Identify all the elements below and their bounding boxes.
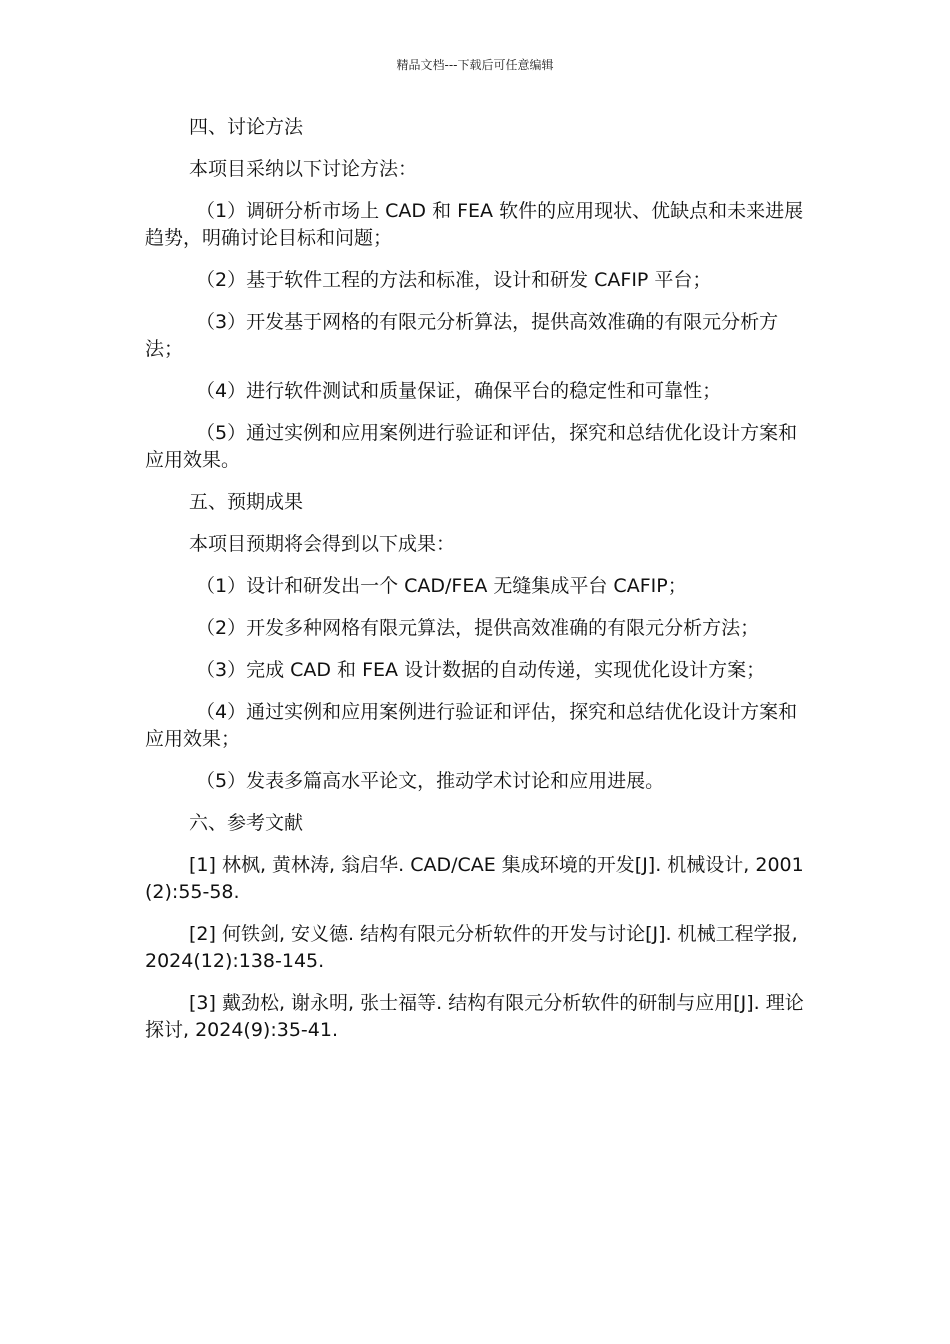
section-heading-methods: 四、讨论方法 xyxy=(189,116,304,138)
method-item-4: （4）进行软件测试和质量保证，确保平台的稳定性和可靠性； xyxy=(196,380,722,402)
outcome-item-1: （1）设计和研发出一个 CAD/FEA 无缝集成平台 CAFIP； xyxy=(196,575,687,597)
section-heading-references: 六、参考文献 xyxy=(189,812,304,834)
method-item-2: （2）基于软件工程的方法和标准，设计和研发 CAFIP 平台； xyxy=(196,269,712,291)
reference-item-2: [2] 何铁剑, 安义德. 结构有限元分析软件的开发与讨论[J]. 机械工程学报, 2024(12):138-145. xyxy=(145,923,798,972)
document-body xyxy=(145,114,810,1059)
outcome-item-5: （5）发表多篇高水平论文，推动学术讨论和应用进展。 xyxy=(196,770,665,792)
outcome-item-3: （3）完成 CAD 和 FEA 设计数据的自动传递，实现优化设计方案； xyxy=(196,659,766,681)
outcome-item-4: （4）通过实例和应用案例进行验证和评估，探究和总结优化设计方案和应用效果； xyxy=(145,701,798,750)
method-item-3: （3）开发基于网格的有限元分析算法，提供高效准确的有限元分析方法； xyxy=(145,311,779,360)
outcome-item-2: （2）开发多种网格有限元算法，提供高效准确的有限元分析方法； xyxy=(196,617,760,639)
method-item-1: （1）调研分析市场上 CAD 和 FEA 软件的应用现状、优缺点和未来进展趋势，明确讨论目标和问题； xyxy=(145,200,804,249)
page-header: 精品文档---下载后可任意编辑 xyxy=(396,58,554,72)
section-intro-outcomes: 本项目预期将会得到以下成果： xyxy=(189,533,456,555)
method-item-5: （5）通过实例和应用案例进行验证和评估，探究和总结优化设计方案和应用效果。 xyxy=(145,422,798,471)
section-intro-methods: 本项目采纳以下讨论方法： xyxy=(189,158,418,180)
reference-item-1: [1] 林枫, 黄林涛, 翁启华. CAD/CAE 集成环境的开发[J]. 机械设计, 2001(2):55-58. xyxy=(145,854,804,903)
reference-item-3: [3] 戴劲松, 谢永明, 张士福等. 结构有限元分析软件的研制与应用[J]. 理论探讨, 2024(9):35-41. xyxy=(145,992,804,1041)
section-heading-outcomes: 五、预期成果 xyxy=(189,491,304,513)
